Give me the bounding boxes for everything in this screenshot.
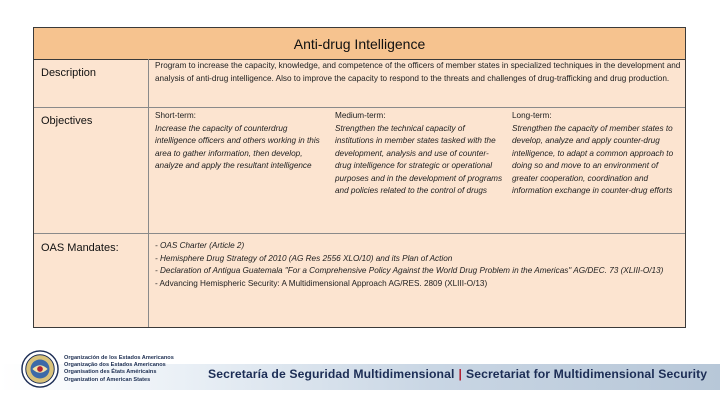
- table-title: Anti-drug Intelligence: [34, 28, 685, 60]
- organization-names: [64, 355, 174, 384]
- mandate-item: - Advancing Hemispheric Security: A Multidimensional Approach AG/RES. 2809 (XLIII-O/13): [155, 278, 488, 288]
- short-term-heading: Short-term:: [155, 111, 196, 120]
- secretariat-banner: [208, 367, 707, 381]
- objectives-label: Objectives: [41, 115, 93, 127]
- org-name-pt: Organização dos Estados Americanos: [64, 362, 166, 369]
- org-name-en: Organization of American States: [64, 376, 151, 383]
- medium-term-text: Strengthen the technical capacity of institutions in member states tasked with the development, analysis and use of counter-drug intelligence for strategic or operational purposes and in the development of programs and policies related to the control of drugs: [335, 123, 503, 195]
- mandates-list: [155, 240, 683, 290]
- long-term-objective: [512, 110, 682, 198]
- program-table: [33, 27, 686, 328]
- short-term-objective: [155, 110, 327, 173]
- medium-term-objective: [335, 110, 503, 198]
- description-text: Program to increase the capacity, knowledge, and competence of the officers of member states in specialized techniques in the development and analysis of anti-drug intelligence. Also to improve the capacity to respond to the threats and challenges of drug-trafficking and drug production.: [155, 61, 681, 83]
- mandate-item: - Declaration of Antigua Guatemala "For a Comprehensive Policy Against the World Drug Problem in the Americas" AG/DEC. 73 (XLIII-O/13): [155, 266, 664, 275]
- short-term-text: Increase the capacity of counterdrug intelligence officers and others working in this area to gather information, then develop, analyze and apply the resultant intelligence: [155, 123, 320, 170]
- description-label: Description: [41, 67, 97, 79]
- secretariat-separator: |: [458, 367, 462, 381]
- row-divider: [34, 107, 685, 108]
- oas-seal-icon: [21, 350, 59, 388]
- secretariat-spanish: Secretaría de Seguridad Multidimensional: [208, 367, 455, 381]
- medium-term-heading: Medium-term:: [335, 111, 386, 120]
- column-divider: [148, 59, 149, 327]
- mandates-label: OAS Mandates:: [41, 242, 119, 254]
- mandate-item: - OAS Charter (Article 2): [155, 241, 245, 250]
- org-name-es: Organización de los Estados Americanos: [64, 355, 174, 361]
- long-term-text: Strengthen the capacity of member states to develop, analyze and apply counter-drug intelligence, to adapt a common approach to doing so and move to an environment of greater cooperation, coordination and information exchange in counter-drug efforts: [512, 123, 674, 195]
- org-name-fr: Organisation des États Américains: [64, 369, 157, 376]
- row-divider: [34, 233, 685, 234]
- long-term-heading: Long-term:: [512, 111, 552, 120]
- mandate-item: - Hemisphere Drug Strategy of 2010 (AG Res 2556 XLO/10) and its Plan of Action: [155, 253, 453, 263]
- secretariat-english: Secretariat for Multidimensional Security: [465, 367, 708, 381]
